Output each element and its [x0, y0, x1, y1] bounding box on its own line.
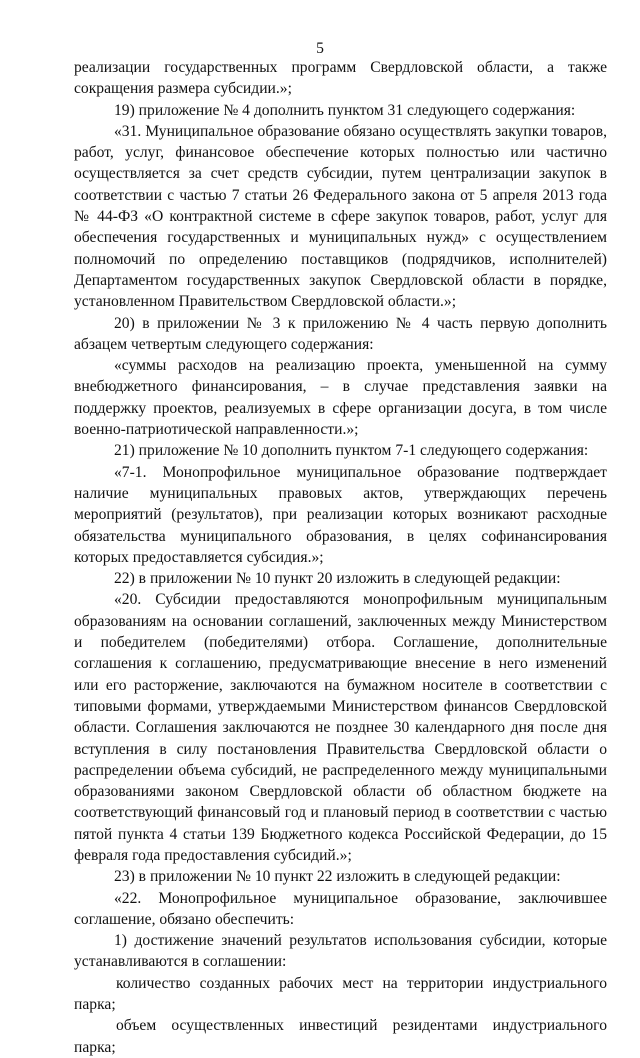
paragraph-point-7-1: «7-1. Монопрофильное муниципальное образование подтверждает наличие муниципальных правовых актов, утверждающих перечень мероприятий (результатов), при реализации которых возникают расходные обязательства муниципального образования, в целях софинансирования которых предоставляется субсидия.»;: [74, 463, 607, 566]
paragraph-point-31: «31. Муниципальное образование обязано осуществлять закупки товаров, работ, услуг, финансовое обеспечение которых полностью или частично осуществляется за счет средств субсидии, путем централизации закупок в соответствии с частью 7 статьи 26 Федерального закона от 5 апреля 2013 года № 44-ФЗ «О контрактной системе в сфере закупок товаров, работ, услуг для обеспечения государственных и муниципальных нужд» с осуществлением полномочий по определению поставщиков (подрядчиков, исполнителей) Департаментом государственных закупок Свердловской области в порядке, установленном Правительством Свердловской области.»;: [74, 122, 607, 311]
paragraph-jobs-count: количество созданных рабочих мест на территории индустриального парка;: [74, 974, 607, 1014]
paragraph-point-20: «20. Субсидии предоставляются монопрофильным муниципальным образованиям на основании соглашений, заключенных между Министерством и победителем (победителями) отбора. Соглашение, дополнительные соглашения к соглашению, предусматривающие внесение в него изменений или его расторжение, заключаются на бумажном носителе в соответствии с типовыми формами, утверждаемыми Министерством финансов Свердловской области. Соглашения заключаются не позднее 30 календарного дня после дня вступления в силу постановления Правительства Свердловской области о распределении объема субсидий, не распределенного между муниципальными образованиями законом Свердловской области об областном бюджете на соответствующий финансовый год и плановый период в соответствии с частью пятой пункта 4 статьи 139 Бюджетного кодекса Российской Федерации, до 15 февраля года предоставления субсидий.»;: [74, 591, 607, 864]
paragraph-item-22: 22) в приложении № 10 пункт 20 изложить в следующей редакции:: [114, 570, 561, 588]
document-body: [74, 57, 607, 1058]
paragraph-item-23: 23) в приложении № 10 пункт 22 изложить в следующей редакции:: [114, 868, 561, 886]
paragraph-investments-volume: объем осуществленных инвестиций резидентами индустриального парка;: [74, 1017, 607, 1056]
paragraph-abzac-4: «суммы расходов на реализацию проекта, уменьшенной на сумму внебюджетного финансирования, – в случае представления заявки на поддержку проектов, реализуемых в сфере организации досуга, в том числе военно-патриотической направленности.»;: [74, 357, 607, 439]
paragraph-point-22: «22. Монопрофильное муниципальное образование, заключившее соглашение, обязано обеспечить:: [74, 889, 607, 928]
paragraph-item-20: 20) в приложении № 3 к приложению № 4 часть первую дополнить абзацем четвертым следующего содержания:: [74, 314, 607, 353]
paragraph-item-21: 21) приложение № 10 дополнить пунктом 7-1 следующего содержания:: [114, 442, 589, 460]
paragraph-item-19: 19) приложение № 4 дополнить пунктом 31 следующего содержания:: [114, 101, 576, 119]
paragraph-subitem-1: 1) достижение значений результатов использования субсидии, которые устанавливаются в соглашении:: [74, 932, 607, 971]
paragraph-continuation: реализации государственных программ Свердловской области, а также сокращения размера субсидии.»;: [74, 59, 607, 98]
page-number: 5: [316, 40, 324, 57]
